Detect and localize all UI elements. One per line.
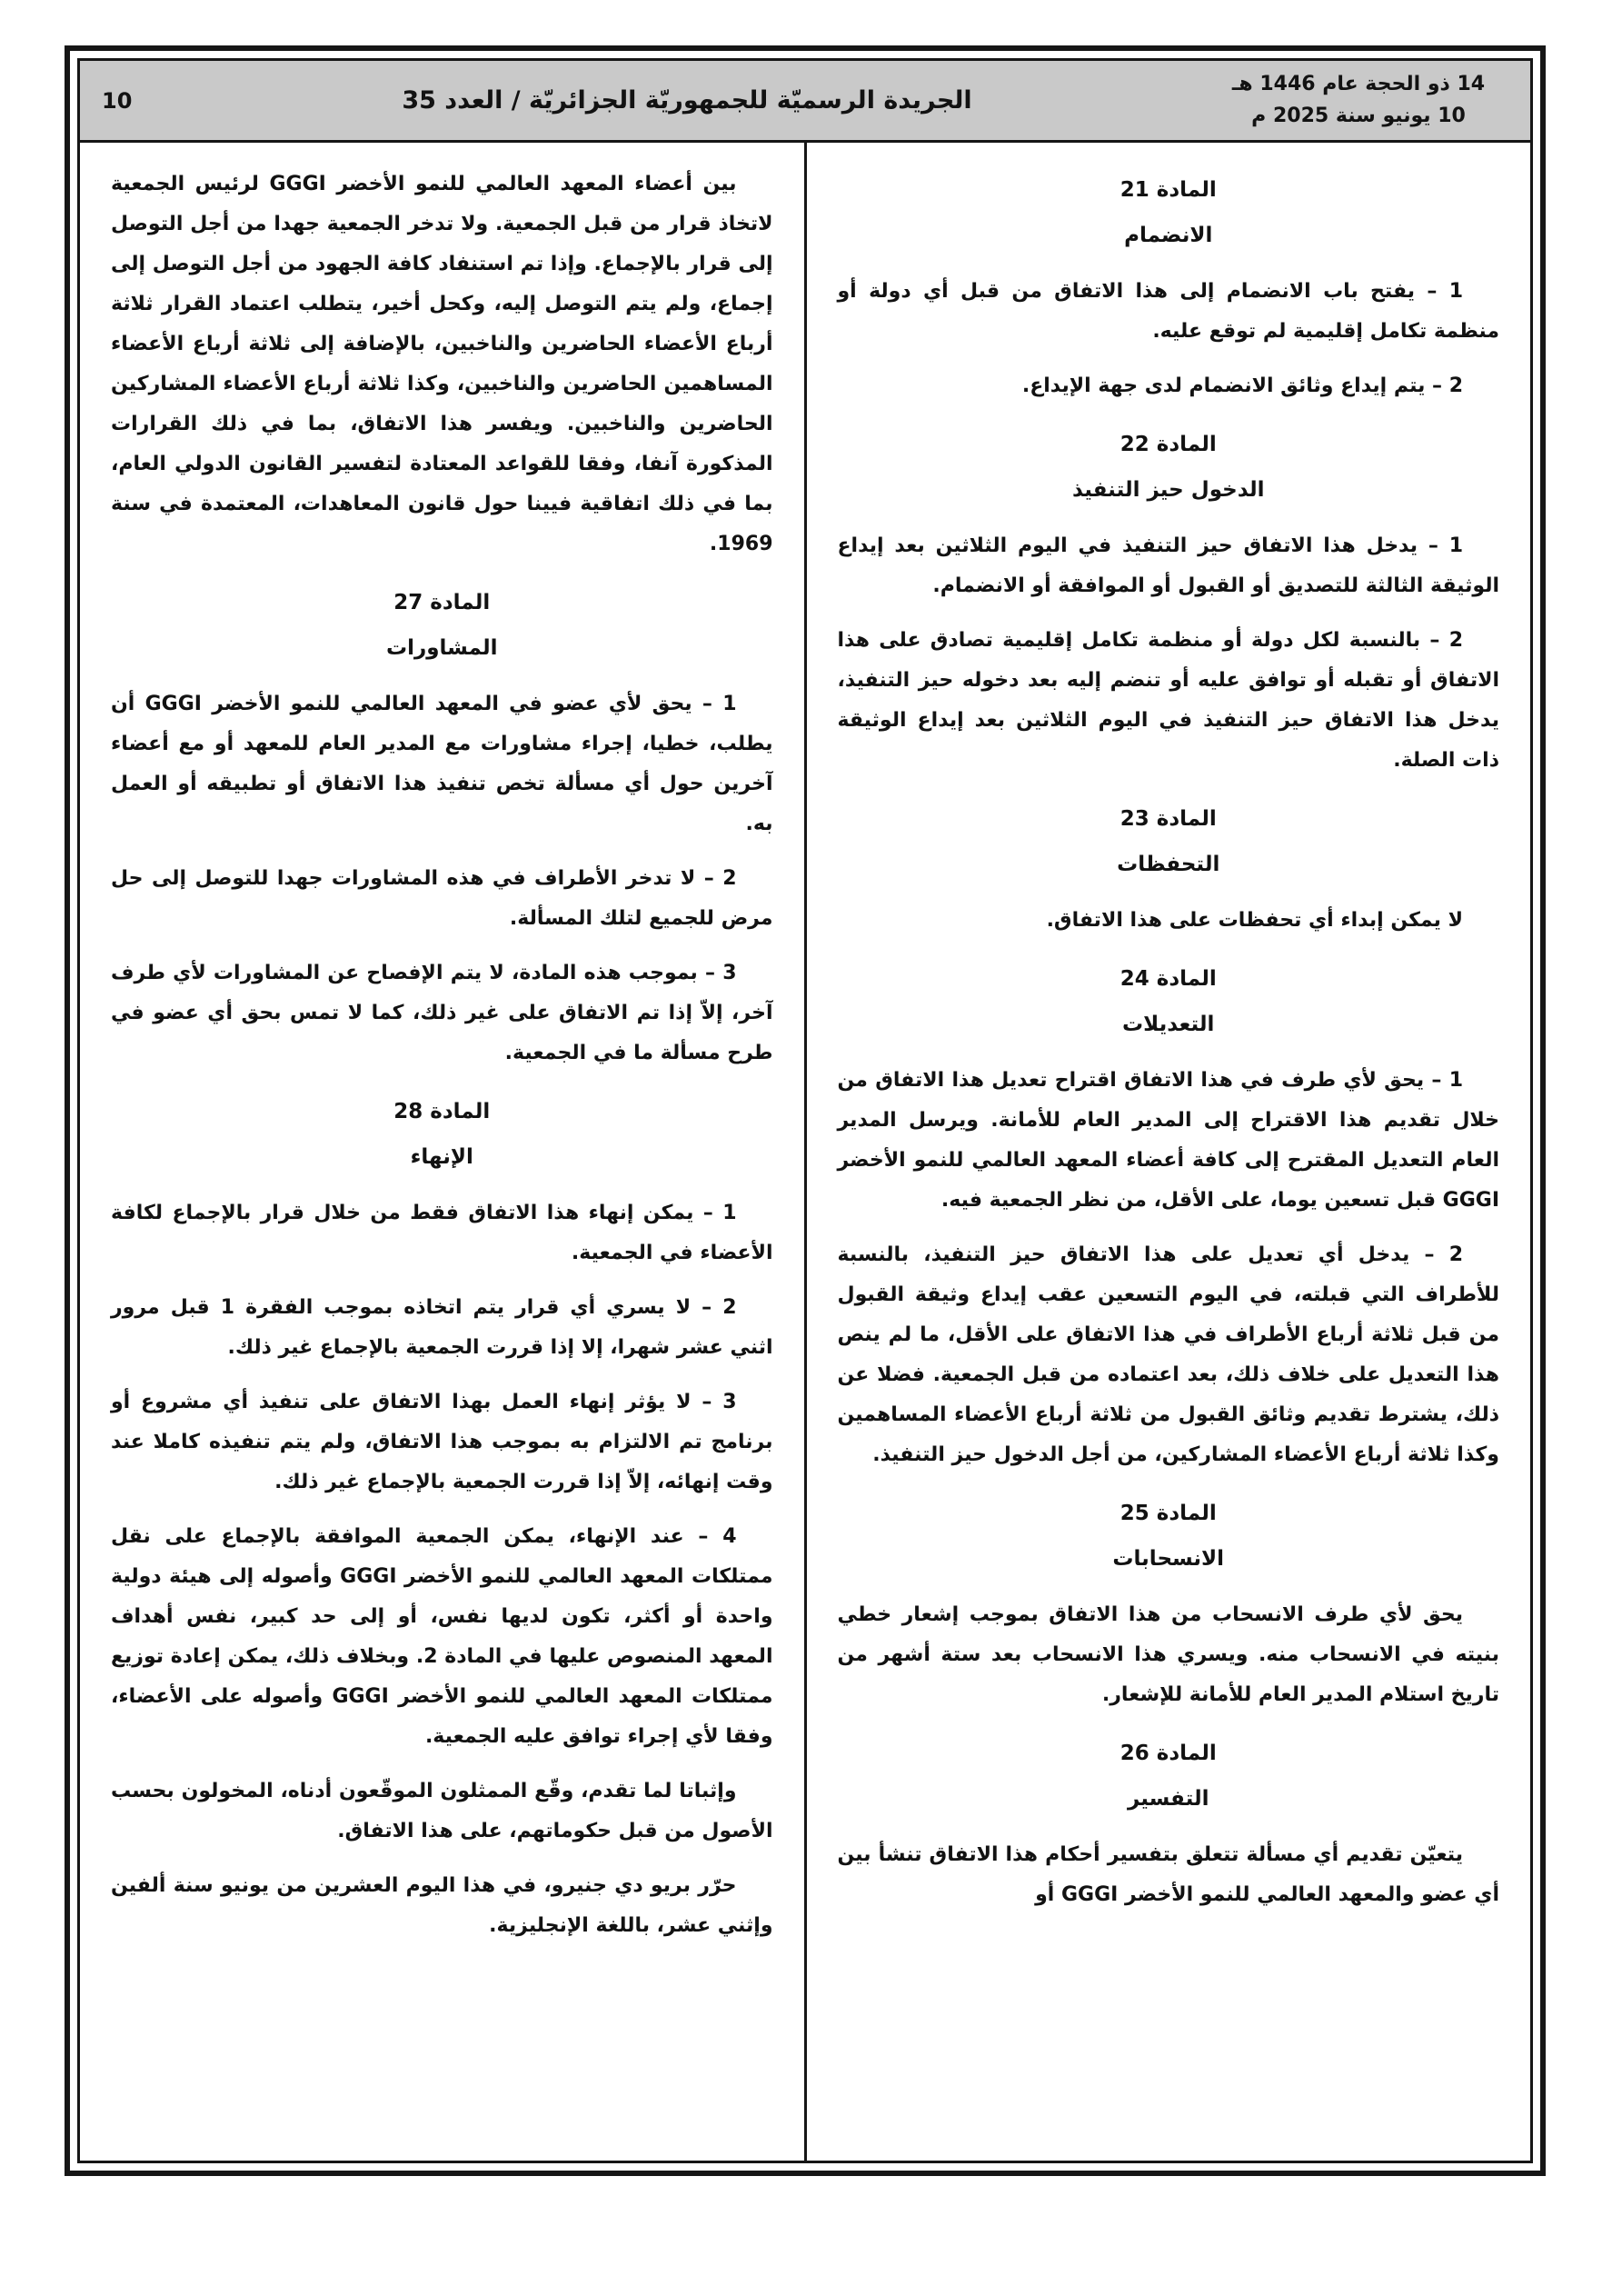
paragraph: 1 – يمكن إنهاء هذا الاتفاق فقط من خلال قرار بالإجماع لكافة الأعضاء في الجمعية. xyxy=(111,1202,773,1264)
article-number: المادة 24 xyxy=(1119,967,1217,991)
paragraph: 3 – بموجب هذه المادة، لا يتم الإفصاح عن المشاورات لأي طرف آخر، إلاّ إذا تم الاتفاق على غير ذلك، كما لا تمس بحق أي عضو في طرح مسألة ما في الجمعية. xyxy=(111,962,773,1064)
paragraph: 1 – يحق لأي طرف في هذا الاتفاق اقتراح تعديل هذا الاتفاق من خلال تقديم هذا الاقتراح إلى المدير العام للأمانة. ويرسل المدير العام التعديل المقترح إلى كافة أعضاء المعهد العالمي للنمو الأخضر GGGI قبل تسعين يوما، على الأقل، من نظر الجمعية فيه. xyxy=(837,1069,1499,1212)
paragraph: يحق لأي طرف الانسحاب من هذا الاتفاق بموجب إشعار خطي بنيته في الانسحاب منه. ويسري هذا الانسحاب بعد ستة أشهر من تاريخ استلام المدير العام للأمانة للإشعار. xyxy=(837,1603,1499,1706)
date-gregorian: 10 يونيو سنة 2025 م xyxy=(1251,104,1466,127)
article-number: المادة 28 xyxy=(393,1100,491,1123)
column-right xyxy=(807,165,1531,2161)
article-number: المادة 25 xyxy=(1119,1502,1217,1525)
column-divider xyxy=(804,143,807,2161)
paragraph: 2 – بالنسبة لكل دولة أو منظمة تكامل إقليمية تصادق على هذا الاتفاق أو تقبله أو توافق عليه أو تنضم إليه بعد دخوله حيز التنفيذ، يدخل هذا الاتفاق حيز التنفيذ في اليوم الثلاثين بعد إيداع الوثيقة ذات الصلة. xyxy=(837,629,1499,772)
content-columns xyxy=(80,143,1530,2161)
article-title: التحفظات xyxy=(1117,853,1220,876)
masthead xyxy=(80,61,1530,143)
article-title: التعديلات xyxy=(1122,1013,1215,1036)
date-hijri: 14 ذو الحجة عام 1446 هـ xyxy=(1231,73,1486,96)
paragraph: 2 – لا يسري أي قرار يتم اتخاذه بموجب الفقرة 1 قبل مرور اثني عشر شهرا، إلا إذا قررت الجمعية بالإجماع غير ذلك. xyxy=(111,1296,773,1359)
paragraph: بين أعضاء المعهد العالمي للنمو الأخضر GGGI لرئيس الجمعية لاتخاذ قرار من قبل الجمعية. ولا تدخر الجمعية جهدا من أجل التوصل إلى قرار بالإجماع. وإذا تم استنفاد كافة الجهود من أجل التوصل إلى إجماع، ولم يتم التوصل إليه، وكحل أخير، يتطلب اعتماد القرار ثلاثة أرباع الأعضاء الحاضرين والناخبين، بالإضافة إلى ثلاثة أرباع الأعضاء المساهمين الحاضرين والناخبين، وكذا ثلاثة أرباع الأعضاء المشاركين الحاضرين والناخبين. ويفسر هذا الاتفاق، بما في ذلك القرارات المذكورة آنفا، وفقا للقواعد المعتادة لتفسير القانون الدولي العام، بما في ذلك اتفاقية فيينا حول قانون المعاهدات، المعتمدة في سنة 1969. xyxy=(111,173,773,555)
article-number: المادة 23 xyxy=(1119,807,1217,831)
article-number: المادة 26 xyxy=(1119,1742,1217,1765)
article-number: المادة 22 xyxy=(1119,433,1217,456)
journal-title: الجريدة الرسميّة للجمهوريّة الجزائريّة / العدد 35 xyxy=(402,86,972,115)
paragraph: 3 – لا يؤثر إنهاء العمل بهذا الاتفاق على تنفيذ أي مشروع أو برنامج تم الالتزام به بموجب هذا الاتفاق، ولم يتم تنفيذه كاملا عند وقت إنهائه، إلاّ إذا قررت الجمعية بالإجماع غير ذلك. xyxy=(111,1391,773,1493)
paragraph: حرّر بريو دي جنيرو، في هذا اليوم العشرين من يونيو سنة ألفين وإثني عشر، باللغة الإنجليزية. xyxy=(111,1874,773,1937)
paragraph: 1 – يدخل هذا الاتفاق حيز التنفيذ في اليوم الثلاثين بعد إيداع الوثيقة الثالثة للتصديق أو القبول أو الموافقة أو الانضمام. xyxy=(837,534,1499,597)
article-number: المادة 21 xyxy=(1119,178,1217,202)
paragraph: 4 – عند الإنهاء، يمكن الجمعية الموافقة بالإجماع على نقل ممتلكات المعهد العالمي للنمو الأخضر GGGI وأصوله إلى هيئة دولية واحدة أو أكثر، تكون لديها نفس، أو إلى حد كبير، نفس أهداف المعهد المنصوص عليها في المادة 2. وبخلاف ذلك، يمكن إعادة توزيع ممتلكات المعهد العالمي للنمو الأخضر GGGI وأصوله على الأعضاء، وفقا لأي إجراء توافق عليه الجمعية. xyxy=(111,1525,773,1748)
article-title: التفسير xyxy=(1127,1787,1209,1811)
paragraph: وإثباتا لما تقدم، وقّع الممثلون الموقّعون أدناه، المخولون بحسب الأصول من قبل حكوماتهم، على هذا الاتفاق. xyxy=(111,1780,773,1842)
paragraph: 1 – يفتح باب الانضمام إلى هذا الاتفاق من قبل أي دولة أو منظمة تكامل إقليمية لم توقع عليه. xyxy=(837,280,1499,343)
article-title: الانسحابات xyxy=(1112,1547,1225,1571)
article-title: الانضمام xyxy=(1124,224,1213,247)
paragraph: 2 – لا تدخر الأطراف في هذه المشاورات جهدا للتوصل إلى حل مرض للجميع لتلك المسألة. xyxy=(111,867,773,930)
article-number: المادة 27 xyxy=(393,591,491,614)
page-frame xyxy=(65,45,1546,2176)
article-title: الدخول حيز التنفيذ xyxy=(1071,478,1265,502)
paragraph: 2 – يتم إيداع وثائق الانضمام لدى جهة الإيداع. xyxy=(1021,374,1463,397)
column-left xyxy=(80,165,804,2161)
article-title: المشاورات xyxy=(385,636,498,660)
article-title: الإنهاء xyxy=(410,1145,473,1169)
paragraph: لا يمكن إبداء أي تحفظات على هذا الاتفاق. xyxy=(1046,909,1463,932)
paragraph: 1 – يحق لأي عضو في المعهد العالمي للنمو الأخضر GGGI أن يطلب، خطيا، إجراء مشاورات مع المدير العام للمعهد أو مع أعضاء آخرين حول أي مسألة تخص تنفيذ هذا الاتفاق أو تطبيقه أو العمل به. xyxy=(111,693,773,835)
page-number: 10 xyxy=(102,87,133,114)
paragraph: 2 – يدخل أي تعديل على هذا الاتفاق حيز التنفيذ، بالنسبة للأطراف التي قبلته، في اليوم التسعين عقب إيداع وثيقة القبول من قبل ثلاثة أرباع الأطراف في هذا الاتفاق على الأقل، ما لم ينص هذا التعديل على خلاف ذلك، بعد اعتماده من قبل الجمعية. فضلا عن ذلك، يشترط تقديم وثائق القبول من ثلاثة أرباع الأعضاء المساهمين وكذا ثلاثة أرباع الأعضاء المشاركين، من أجل الدخول حيز التنفيذ. xyxy=(837,1243,1499,1466)
page-frame-inner xyxy=(77,58,1533,2163)
issue-dates xyxy=(1209,69,1508,131)
paragraph: يتعيّن تقديم أي مسألة تتعلق بتفسير أحكام هذا الاتفاق تنشأ بين أي عضو والمعهد العالمي للنمو الأخضر GGGI أو xyxy=(837,1843,1499,1906)
